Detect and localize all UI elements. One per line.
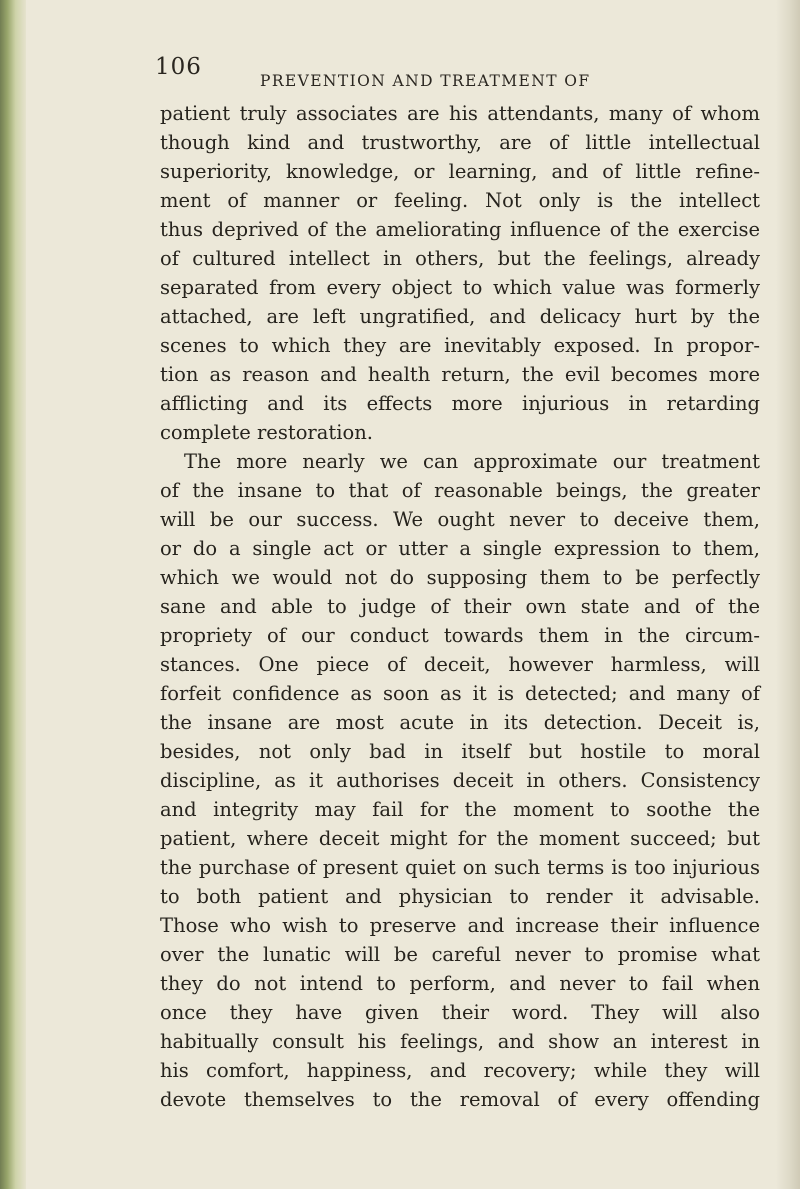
text-line: attached, are left ungratified, and delicacy hurt by the	[160, 305, 760, 328]
text-line: thus deprived of the ameliorating influence of the exercise	[160, 218, 760, 241]
text-line: or do a single act or utter a single expression to them,	[160, 537, 760, 560]
text-line: habitually consult his feelings, and show an interest in	[160, 1030, 760, 1053]
text-line: sane and able to judge of their own state and of the	[160, 595, 760, 618]
text-line: the purchase of present quiet on such terms is too injurious	[160, 856, 760, 879]
text-line: scenes to which they are inevitably exposed. In propor-	[160, 334, 760, 357]
text-line: afflicting and its effects more injurious in retarding	[160, 392, 760, 415]
text-line: will be our success. We ought never to deceive them,	[160, 508, 760, 531]
text-line: discipline, as it authorises deceit in others. Consistency	[160, 769, 760, 792]
text-line: ment of manner or feeling. Not only is the intellect	[160, 189, 760, 212]
text-line: of cultured intellect in others, but the feelings, already	[160, 247, 760, 270]
text-line: propriety of our conduct towards them in the circum-	[160, 624, 760, 647]
page-number: 106	[155, 54, 202, 80]
text-line: over the lunatic will be careful never to promise what	[160, 943, 760, 966]
running-head: PREVENTION AND TREATMENT OF	[260, 72, 591, 90]
text-line: which we would not do supposing them to be perfectly	[160, 566, 760, 589]
text-line: forfeit confidence as soon as it is detected; and many of	[160, 682, 760, 705]
text-line: to both patient and physician to render it advisable.	[160, 885, 760, 908]
body-text	[160, 99, 760, 1114]
text-line: Those who wish to preserve and increase their influence	[160, 914, 760, 937]
binding-gutter	[0, 0, 26, 1189]
text-line: separated from every object to which value was formerly	[160, 276, 760, 299]
text-line: and integrity may fail for the moment to soothe the	[160, 798, 760, 821]
text-line: though kind and trustworthy, are of little intellectual	[160, 131, 760, 154]
text-line: his comfort, happiness, and recovery; while they will	[160, 1059, 760, 1082]
text-line: of the insane to that of reasonable beings, the greater	[160, 479, 760, 502]
text-line: The more nearly we can approximate our treatment	[184, 450, 760, 473]
text-line: the insane are most acute in its detection. Deceit is,	[160, 711, 760, 734]
text-line: patient, where deceit might for the moment succeed; but	[160, 827, 760, 850]
text-line: superiority, knowledge, or learning, and of little refine-	[160, 160, 760, 183]
text-line: besides, not only bad in itself but hostile to moral	[160, 740, 760, 763]
page-edge	[776, 0, 800, 1189]
text-line: once they have given their word. They will also	[160, 1001, 760, 1024]
text-line: stances. One piece of deceit, however harmless, will	[160, 653, 760, 676]
text-line: patient truly associates are his attendants, many of whom	[160, 102, 760, 125]
text-line: they do not intend to perform, and never to fail when	[160, 972, 760, 995]
text-line: devote themselves to the removal of every offending	[160, 1088, 760, 1111]
text-line: complete restoration.	[160, 421, 373, 444]
text-line: tion as reason and health return, the evil becomes more	[160, 363, 760, 386]
